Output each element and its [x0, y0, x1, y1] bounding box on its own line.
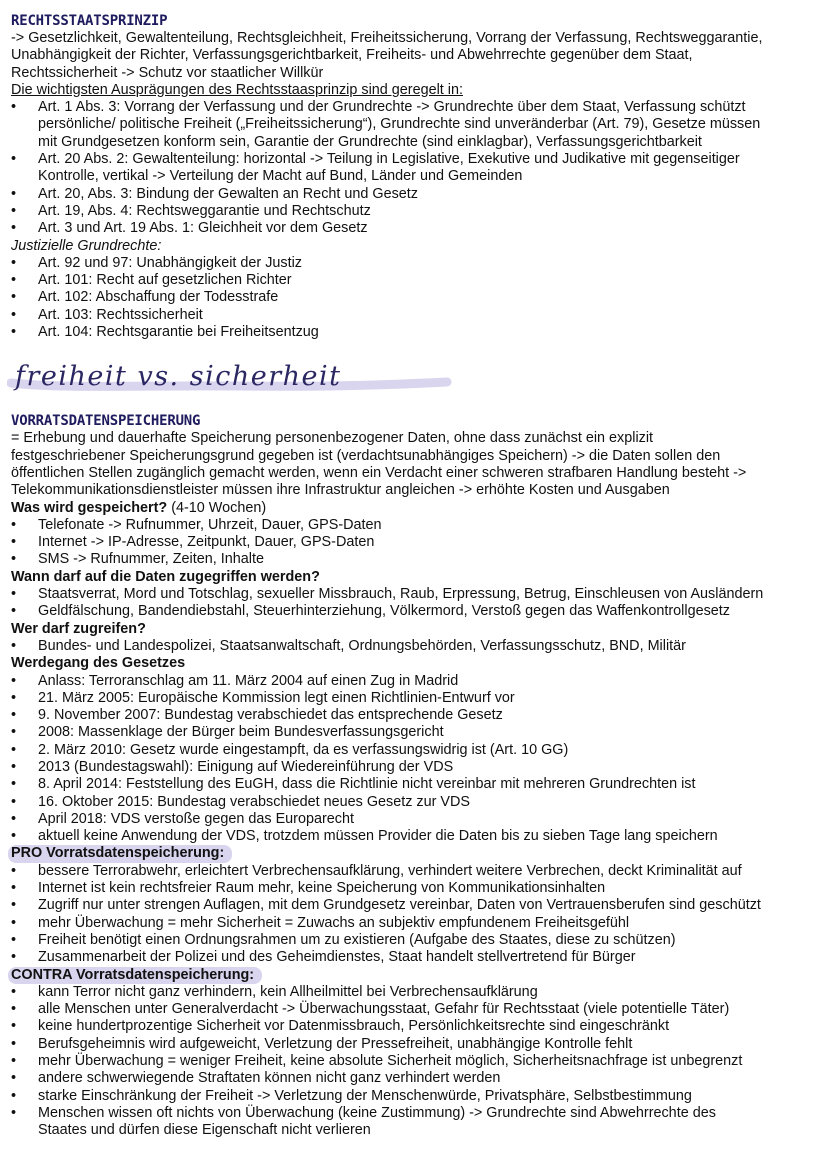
- list-item-line: • Berufsgeheimnis wird aufgeweicht, Verletzung der Pressefreiheit, unabhängige Kontrolle fehlt: [38, 1035, 633, 1052]
- list-item: • 16. Oktober 2015: Bundestag verabschiedet neues Gesetz zur VDS: [11, 794, 812, 811]
- list-item: • Zugriff nur unter strengen Auflagen, mit dem Grundgesetz vereinbar, Daten von Vertrauensberufen sind geschützt: [11, 897, 812, 914]
- question-stored-note: (4-10 Wochen): [167, 499, 267, 516]
- list-item: [11, 186, 812, 203]
- contra-heading: CONTRA Vorratsdatenspeicherung:: [8, 967, 262, 984]
- list-item: [11, 1036, 812, 1053]
- rechtsstaat-list: [11, 99, 812, 237]
- list-item-line: • Art. 19, Abs. 4: Rechtsweggarantie und Rechtschutz: [38, 202, 371, 219]
- access-who-list: [11, 638, 812, 655]
- contra-heading-row: [11, 967, 812, 984]
- law-history-heading: Werdegang des Gesetzes: [11, 655, 186, 672]
- list-item: • aktuell keine Anwendung der VDS, trotzdem müssen Provider die Daten bis zu sieben Tage lang speichern: [11, 828, 812, 845]
- list-item-line: • Menschen wissen oft nichts von Überwachung (keine Zustimmung) -> Grundrechte sind Abwehrrechte des: [38, 1104, 716, 1121]
- list-item-line: Kontrolle, vertikal -> Verteilung der Macht auf Bund, Länder und Gemeinden: [38, 168, 523, 185]
- section-title-vorratsdatenspeicherung: VORRATSDATENSPEICHERUNG: [11, 413, 201, 430]
- list-item: • Art. 103: Rechtssicherheit: [11, 307, 812, 324]
- list-item: [11, 99, 812, 151]
- list-item-line: Staates und dürfen diese Eigenschaft nicht verlieren: [38, 1122, 371, 1139]
- list-item: • Telefonate -> Rufnummer, Uhrzeit, Dauer, GPS-Daten: [11, 517, 812, 534]
- list-item-line: • keine hundertprozentige Sicherheit vor Datenmissbrauch, Persönlichkeitsrechte sind eingeschränkt: [38, 1018, 670, 1035]
- stored-list: [11, 517, 812, 569]
- script-heading-svg: [7, 349, 467, 409]
- vds-definition: [11, 430, 812, 499]
- list-item: • 2008: Massenklage der Bürger beim Bundesverfassungsgericht: [11, 724, 812, 741]
- list-item: • 21. März 2005: Europäische Kommission legt einen Richtlinien-Entwurf vor: [11, 690, 812, 707]
- justiz-list: [11, 255, 812, 341]
- list-item: • Bundes- und Landespolizei, Staatsanwaltschaft, Ordnungsbehörden, Verfassungsschutz, BND, Militär: [11, 638, 812, 655]
- list-item: • Art. 92 und 97: Unabhängigkeit der Justiz: [11, 255, 812, 272]
- list-item-line: persönliche/ politische Freiheit („Freiheitssicherung“), Grundrechte sind unveränderbar (Art. 79), Gesetze müssen: [38, 116, 761, 133]
- list-item: [11, 1053, 812, 1070]
- question-access-who: Wer darf zugreifen?: [11, 620, 146, 637]
- script-heading: [11, 349, 812, 409]
- definition-line: = Erhebung und dauerhafte Speicherung personenbezogener Daten, ohne dass zunächst ein explizit: [11, 430, 654, 447]
- list-item: • Internet -> IP-Adresse, Zeitpunkt, Dauer, GPS-Daten: [11, 534, 812, 551]
- list-item: • Anlass: Terroranschlag am 11. März 2004 auf einen Zug in Madrid: [11, 673, 812, 690]
- list-item-line: • starke Einschränkung der Freiheit -> Verletzung der Menschenwürde, Privatsphäre, Selbstbestimmung: [38, 1087, 692, 1104]
- list-item: [11, 1070, 812, 1087]
- intro-line: Rechtssicherheit -> Schutz vor staatlicher Willkür: [11, 64, 324, 81]
- list-item: • Geldfälschung, Bandendiebstahl, Steuerhinterziehung, Völkermord, Verstoß gegen das Waffenkontrollgesetz: [11, 603, 812, 620]
- list-item-line: • kann Terror nicht ganz verhindern, kein Allheilmittel bei Verbrechensaufklärung: [38, 983, 538, 1000]
- section-title-rechtsstaatsprinzip: RECHTSSTAATSPRINZIP: [11, 13, 168, 29]
- list-item-line: mit Grundgesetzen konform sein, Garantie der Grundrechte (sind einklagbar), Verfassungsgerichtbarkeit: [38, 133, 702, 150]
- question-stored-label: Was wird gespeichert?: [11, 499, 168, 516]
- list-item: [11, 220, 812, 237]
- question-stored: [11, 500, 812, 517]
- list-item-line: • Art. 3 und Art. 19 Abs. 1: Gleichheit vor dem Gesetz: [38, 220, 368, 237]
- list-item: • Art. 102: Abschaffung der Todesstrafe: [11, 289, 812, 306]
- intro-line: -> Gesetzlichkeit, Gewaltenteilung, Rechtsgleichheit, Freiheitssicherung, Vorrang der Verfassung, Rechtsweggarantie,: [11, 30, 763, 46]
- definition-line: öffentlichen Stellen zugänglich gemacht werden, wenn ein Verdacht einer schweren strafbaren Handlung besteht ->: [11, 464, 747, 481]
- intro-line: Unabhängigkeit der Richter, Verfassungsgerichtbarkeit, Freiheits- und Abwehrrechte gegenüber dem Staat,: [11, 47, 693, 64]
- question-access-when: Wann darf auf die Daten zugegriffen werden?: [11, 568, 320, 585]
- contra-list: [11, 984, 812, 1140]
- list-item: • 9. November 2007: Bundestag verabschiedet das entsprechende Gesetz: [11, 707, 812, 724]
- access-when-list: [11, 586, 812, 621]
- list-item-line: • alle Menschen unter Generalverdacht -> Überwachungsstaat, Gefahr für Rechtsstaat (viele potentielle Täter): [38, 1001, 730, 1018]
- list-item: [11, 1105, 812, 1140]
- list-item: • 8. April 2014: Feststellung des EuGH, dass die Richtlinie nicht vereinbar mit mehreren Grundrechten ist: [11, 776, 812, 793]
- list-item: • Staatsverrat, Mord und Totschlag, sexueller Missbrauch, Raub, Erpressung, Betrug, Einschleusen von Ausländern: [11, 586, 812, 603]
- list-item: • April 2018: VDS verstoße gegen das Europarecht: [11, 811, 812, 828]
- pro-list: [11, 863, 812, 967]
- list-item: [11, 203, 812, 220]
- list-item-line: • mehr Überwachung = weniger Freiheit, keine absolute Sicherheit möglich, Sicherheitsnachfrage ist unbegrenzt: [38, 1053, 743, 1070]
- list-item: [11, 1001, 812, 1018]
- list-item: • Art. 101: Recht auf gesetzlichen Richter: [11, 272, 812, 289]
- pro-heading-row: [11, 845, 812, 862]
- justiz-heading: Justizielle Grundrechte:: [11, 237, 162, 254]
- list-item: • Art. 104: Rechtsgarantie bei Freiheitsentzug: [11, 324, 812, 341]
- list-item-line: • Art. 1 Abs. 3: Vorrang der Verfassung und der Grundrechte -> Grundrechte über dem Staat, Verfassung schützt: [38, 99, 746, 116]
- list-item: [11, 151, 812, 186]
- list-item: • mehr Überwachung = mehr Sicherheit = Zuwachs an subjektiv empfundenem Freiheitsgefühl: [11, 915, 812, 932]
- definition-line: Telekommunikationsdienstleister müssen ihre Infrastruktur angleichen -> erhöhte Kosten und Ausgaben: [11, 482, 670, 499]
- list-item: • SMS -> Rufnummer, Zeiten, Inhalte: [11, 551, 812, 568]
- list-item: • 2013 (Bundestagswahl): Einigung auf Wiedereinführung der VDS: [11, 759, 812, 776]
- rechtsstaat-intro: [11, 30, 812, 82]
- script-heading-text: freiheit vs. sicherheit: [15, 361, 342, 393]
- list-item: [11, 1018, 812, 1035]
- list-item: [11, 1088, 812, 1105]
- list-item-line: • andere schwerwiegende Straftaten können nicht ganz verhindert werden: [38, 1070, 501, 1087]
- list-item: • Internet ist kein rechtsfreier Raum mehr, keine Speicherung von Kommunikationsinhalten: [11, 880, 812, 897]
- law-history-list: [11, 673, 812, 846]
- list-item: • 2. März 2010: Gesetz wurde eingestampft, da es verfassungswidrig ist (Art. 10 GG): [11, 742, 812, 759]
- list-item: • Zusammenarbeit der Polizei und des Geheimdienstes, Staat handelt stellvertretend für Bürger: [11, 949, 812, 966]
- list-item: [11, 984, 812, 1001]
- definition-line: festgeschriebener Speicherungsgrund gegeben ist (verdachtsunabhängiges Speichern) -> die Daten sollen den: [11, 447, 721, 464]
- list-item: • Freiheit benötigt einen Ordnungsrahmen um zu existieren (Aufgabe des Staates, diese zu schützen): [11, 932, 812, 949]
- list-item: • bessere Terrorabwehr, erleichtert Verbrechensaufklärung, verhindert weitere Verbrechen, deckt Kriminalität auf: [11, 863, 812, 880]
- list-item-line: • Art. 20 Abs. 2: Gewaltenteilung: horizontal -> Teilung in Legislative, Exekutive und Judikative mit gegenseitiger: [38, 151, 740, 168]
- list-item-line: • Art. 20, Abs. 3: Bindung der Gewalten an Recht und Gesetz: [38, 185, 418, 202]
- pro-heading: PRO Vorratsdatenspeicherung:: [8, 845, 232, 862]
- list-heading: Die wichtigsten Ausprägungen des Rechtsstaasprinzip sind geregelt in:: [11, 81, 463, 98]
